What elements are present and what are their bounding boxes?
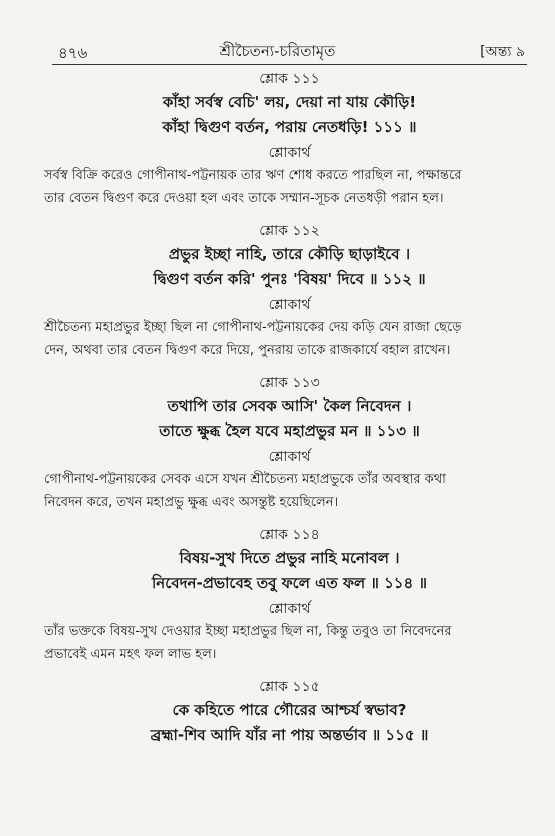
translation-line: দেন, অথবা তার বেতন দ্বিগুণ করে দিয়ে, পুনরায় তাকে রাজকার্যে বহাল রাখেন। — [44, 343, 451, 358]
verse-line: বিষয়-সুখ দিতে প্রভুর নাহি মনোবল । — [179, 549, 400, 567]
chapter-tag: [অন্ত্য ৯ — [480, 44, 525, 60]
page-body — [44, 68, 535, 748]
translation-line: গোপীনাথ-পট্টনায়কের সেবক এসে যখন শ্রীচৈতন্য মহাপ্রভুকে তাঁর অবস্থার কথা — [44, 472, 446, 487]
verse-line: কাঁহা সর্বস্ব বেচি' লয়, দেয়া না যায় কৌড়ি! — [162, 93, 417, 111]
verse-line: কাঁহা দ্বিগুণ বর্তন, পরায় নেতধড়ি! ১১১ ॥ — [162, 118, 417, 136]
verse-block-113 — [44, 372, 535, 514]
page-header — [0, 38, 555, 62]
verse-block-115 — [44, 676, 535, 748]
running-title: শ্রীচৈতন্য-চরিতামৃত — [219, 42, 336, 60]
translation-line: তাঁর ভক্তকে বিষয়-সুখ দেওয়ার ইচ্ছা মহাপ্রভুর ছিল না, কিন্তু তবুও তা নিবেদনের — [44, 624, 452, 639]
verse-heading: শ্লোক ১১১ — [259, 71, 320, 87]
translation-label: শ্লোকার্থ — [268, 601, 311, 617]
verse-line: তাতে ক্ষুব্ধ হৈল যবে মহাপ্রভুর মন ॥ ১১৩ ॥ — [159, 422, 420, 440]
translation-label: শ্লোকার্থ — [268, 297, 311, 313]
translation-line: তার বেতন দ্বিগুণ করে দেওয়া হল এবং তাকে সম্মান-সূচক নেতধড়ী পরান হল। — [44, 191, 444, 206]
verse-heading: শ্লোক ১১৩ — [259, 375, 320, 391]
verse-heading: শ্লোক ১১৪ — [259, 527, 320, 543]
verse-line: কে কহিতে পারে গৌরের আশ্চর্য স্বভাব? — [172, 701, 407, 719]
verse-line: প্রভুর ইচ্ছা নাহি, তারে কৌড়ি ছাড়াইবে । — [168, 245, 411, 263]
verse-line: দ্বিগুণ বর্তন করি' পুনঃ 'বিষয়' দিবে ॥ ১১২ ॥ — [153, 270, 426, 288]
verse-line: তথাপি তার সেবক আসি' কৈল নিবেদন । — [167, 397, 412, 415]
translation-line: নিবেদন করে, তখন মহাপ্রভু ক্ষুব্ধ এবং অসন্তুষ্ট হয়েছিলেন। — [44, 495, 339, 510]
verse-block-114 — [44, 524, 535, 666]
translation-line: শ্রীচৈতন্য মহাপ্রভুর ইচ্ছা ছিল না গোপীনাথ-পট্টনায়কের দেয় কড়ি যেন রাজা ছেড়ে — [44, 320, 462, 335]
verse-heading: শ্লোক ১১৫ — [259, 679, 320, 695]
verse-line: নিবেদন-প্রভাবেহ তবু ফলে এত ফল ॥ ১১৪ ॥ — [152, 574, 427, 592]
header-rule — [52, 64, 527, 65]
translation-label: শ্লোকার্থ — [268, 449, 311, 465]
verse-line: ব্রহ্মা-শিব আদি যাঁর না পায় অন্তর্ভাব ॥ ১১৫ ॥ — [150, 726, 429, 744]
translation-line: প্রভাবেই এমন মহৎ ফল লাভ হল। — [44, 647, 217, 662]
verse-heading: শ্লোক ১১২ — [259, 223, 320, 239]
page-number: ৪৭৬ — [58, 44, 88, 62]
verse-block-112 — [44, 220, 535, 362]
translation-line: সর্বস্ব বিক্রি করেও গোপীনাথ-পট্টনায়ক তার ঋণ শোধ করতে পারছিল না, পক্ষান্তরে — [44, 168, 462, 183]
translation-label: শ্লোকার্থ — [268, 145, 311, 161]
verse-block-111 — [44, 68, 535, 210]
